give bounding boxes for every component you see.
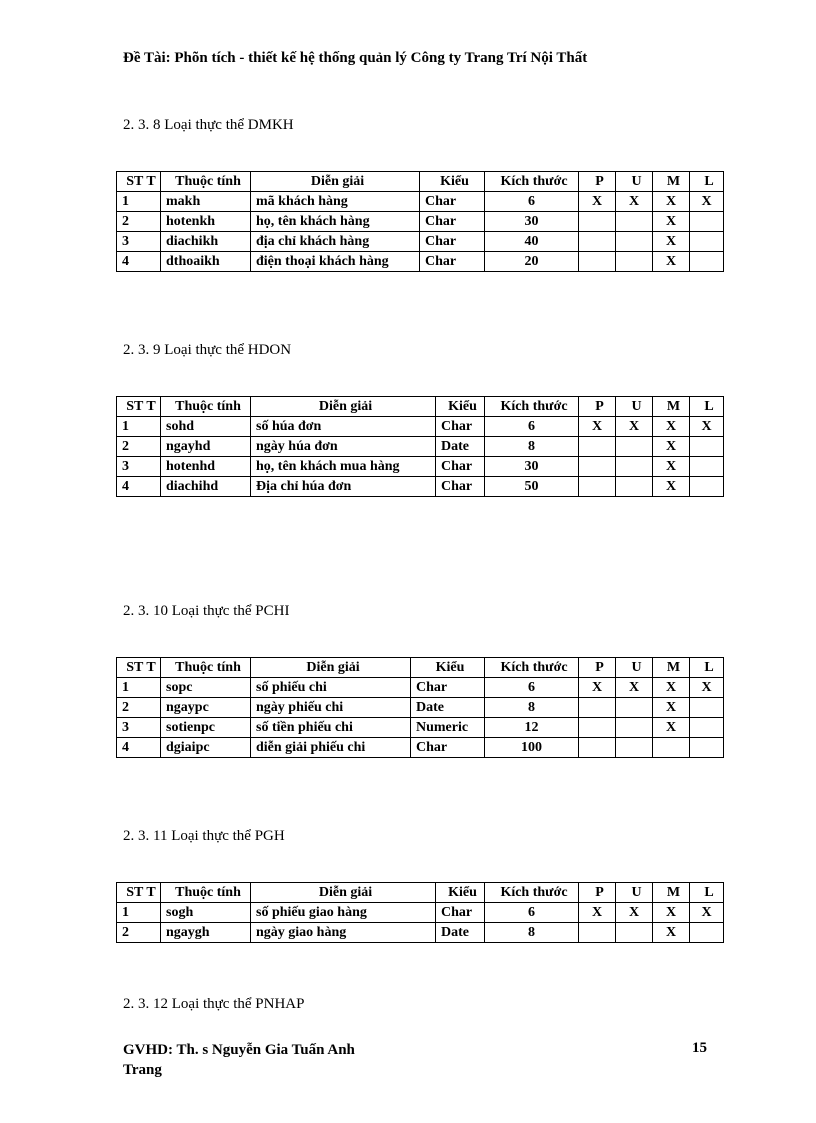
table-cell: 1 bbox=[117, 903, 161, 923]
table-cell: 1 bbox=[117, 192, 161, 212]
column-header: Thuộc tính bbox=[161, 883, 251, 903]
table-cell: makh bbox=[161, 192, 251, 212]
column-header: Diễn giải bbox=[251, 883, 436, 903]
table-cell: ngaypc bbox=[161, 698, 251, 718]
column-header: L bbox=[690, 397, 724, 417]
table-cell: X bbox=[690, 678, 724, 698]
table-cell: X bbox=[616, 192, 653, 212]
table-cell: họ, tên khách hàng bbox=[251, 212, 420, 232]
table-header-row bbox=[117, 172, 724, 192]
table-cell: X bbox=[690, 192, 724, 212]
column-header: M bbox=[653, 883, 690, 903]
column-header: Thuộc tính bbox=[161, 172, 251, 192]
table-row bbox=[117, 698, 724, 718]
table-cell bbox=[616, 718, 653, 738]
table-cell bbox=[616, 212, 653, 232]
table-cell: Char bbox=[436, 477, 485, 497]
table-cell bbox=[579, 212, 616, 232]
table-cell: 3 bbox=[117, 457, 161, 477]
table-cell: 8 bbox=[485, 923, 579, 943]
table-row bbox=[117, 232, 724, 252]
table-cell bbox=[579, 718, 616, 738]
table-cell: X bbox=[653, 718, 690, 738]
column-header: U bbox=[616, 172, 653, 192]
table-cell: X bbox=[616, 678, 653, 698]
page-header-title: Đề Tài: Phõn tích - thiết kế hệ thống quản lý Công ty Trang Trí Nội Thất bbox=[123, 50, 588, 66]
column-header: Diễn giải bbox=[251, 658, 411, 678]
column-header: Diễn giải bbox=[251, 397, 436, 417]
table-cell bbox=[690, 738, 724, 758]
column-header: Kích thước bbox=[485, 397, 579, 417]
table-cell bbox=[616, 698, 653, 718]
table-cell: Date bbox=[436, 437, 485, 457]
table-cell: Char bbox=[436, 457, 485, 477]
column-header: Kích thước bbox=[485, 172, 579, 192]
column-header: ST T bbox=[117, 658, 161, 678]
column-header: P bbox=[579, 883, 616, 903]
table-cell: 50 bbox=[485, 477, 579, 497]
table-cell: sogh bbox=[161, 903, 251, 923]
column-header: Kiểu bbox=[411, 658, 485, 678]
table-cell bbox=[653, 738, 690, 758]
table-header-row bbox=[117, 658, 724, 678]
table-cell: 2 bbox=[117, 437, 161, 457]
table-row bbox=[117, 718, 724, 738]
table-cell: 6 bbox=[485, 417, 579, 437]
section-title: 2. 3. 8 Loại thực thể DMKH bbox=[123, 117, 294, 133]
entity-table bbox=[116, 171, 724, 272]
page-number: 15 bbox=[692, 1040, 707, 1056]
column-header: Kiểu bbox=[436, 397, 485, 417]
table-cell: số phiếu chi bbox=[251, 678, 411, 698]
table-cell: 6 bbox=[485, 678, 579, 698]
table-cell bbox=[616, 437, 653, 457]
column-header: Diễn giải bbox=[251, 172, 420, 192]
column-header: Thuộc tính bbox=[161, 658, 251, 678]
column-header: L bbox=[690, 883, 724, 903]
column-header: U bbox=[616, 658, 653, 678]
table-row bbox=[117, 192, 724, 212]
table-cell: X bbox=[579, 678, 616, 698]
column-header: P bbox=[579, 397, 616, 417]
page-label: Trang bbox=[123, 1062, 162, 1078]
column-header: P bbox=[579, 172, 616, 192]
table-cell: dthoaikh bbox=[161, 252, 251, 272]
table-cell: X bbox=[653, 192, 690, 212]
entity-table bbox=[116, 882, 724, 943]
column-header: U bbox=[616, 397, 653, 417]
table-cell: 2 bbox=[117, 212, 161, 232]
table-cell: họ, tên khách mua hàng bbox=[251, 457, 436, 477]
table-cell bbox=[690, 457, 724, 477]
table-cell: 40 bbox=[485, 232, 579, 252]
table-cell bbox=[690, 718, 724, 738]
table-cell: X bbox=[653, 698, 690, 718]
table-cell bbox=[579, 252, 616, 272]
table-cell: 8 bbox=[485, 698, 579, 718]
section-title: 2. 3. 9 Loại thực thể HDON bbox=[123, 342, 292, 358]
table-cell: X bbox=[653, 212, 690, 232]
table-cell: 12 bbox=[485, 718, 579, 738]
section-title: 2. 3. 11 Loại thực thể PGH bbox=[123, 828, 285, 844]
table-cell: X bbox=[653, 457, 690, 477]
column-header: P bbox=[579, 658, 616, 678]
table-cell: Char bbox=[420, 212, 485, 232]
table-cell: X bbox=[653, 923, 690, 943]
table-row bbox=[117, 437, 724, 457]
table-cell: điện thoại khách hàng bbox=[251, 252, 420, 272]
table-cell: Char bbox=[436, 417, 485, 437]
table-cell: 8 bbox=[485, 437, 579, 457]
table-cell: X bbox=[690, 903, 724, 923]
column-header: Kiểu bbox=[420, 172, 485, 192]
table-cell: ngaygh bbox=[161, 923, 251, 943]
table-row bbox=[117, 477, 724, 497]
table-cell: Date bbox=[411, 698, 485, 718]
table-cell: số tiền phiếu chi bbox=[251, 718, 411, 738]
section-title: 2. 3. 12 Loại thực thể PNHAP bbox=[123, 996, 305, 1012]
table-cell: số phiếu giao hàng bbox=[251, 903, 436, 923]
table-cell bbox=[690, 477, 724, 497]
table-cell: X bbox=[616, 903, 653, 923]
table-cell: X bbox=[653, 477, 690, 497]
table-cell: mã khách hàng bbox=[251, 192, 420, 212]
table-row bbox=[117, 212, 724, 232]
table-cell: X bbox=[653, 232, 690, 252]
table-cell bbox=[579, 738, 616, 758]
table-row bbox=[117, 923, 724, 943]
column-header: Kích thước bbox=[485, 883, 579, 903]
table-cell: 3 bbox=[117, 718, 161, 738]
column-header: M bbox=[653, 658, 690, 678]
table-cell bbox=[579, 457, 616, 477]
table-cell: Địa chỉ húa đơn bbox=[251, 477, 436, 497]
table-cell: dgiaipc bbox=[161, 738, 251, 758]
table-cell bbox=[579, 698, 616, 718]
table-cell: 1 bbox=[117, 417, 161, 437]
table-cell: 30 bbox=[485, 212, 579, 232]
table-cell: X bbox=[653, 437, 690, 457]
column-header: ST T bbox=[117, 883, 161, 903]
table-row bbox=[117, 417, 724, 437]
table-cell: 100 bbox=[485, 738, 579, 758]
table-cell: 2 bbox=[117, 698, 161, 718]
table-header-row bbox=[117, 883, 724, 903]
table-cell: Char bbox=[411, 738, 485, 758]
column-header: L bbox=[690, 172, 724, 192]
table-cell: X bbox=[653, 903, 690, 923]
table-cell: X bbox=[653, 678, 690, 698]
table-cell: X bbox=[653, 417, 690, 437]
column-header: L bbox=[690, 658, 724, 678]
page-footer bbox=[123, 1040, 355, 1080]
table-cell: X bbox=[579, 417, 616, 437]
table-cell bbox=[616, 252, 653, 272]
table-cell: 6 bbox=[485, 903, 579, 923]
table-cell: sotienpc bbox=[161, 718, 251, 738]
table-cell: ngày giao hàng bbox=[251, 923, 436, 943]
column-header: M bbox=[653, 397, 690, 417]
table-cell: 3 bbox=[117, 232, 161, 252]
table-cell: X bbox=[579, 192, 616, 212]
entity-table bbox=[116, 657, 724, 758]
table-cell: Char bbox=[420, 192, 485, 212]
table-cell: 20 bbox=[485, 252, 579, 272]
table-cell bbox=[579, 437, 616, 457]
table-cell: X bbox=[690, 417, 724, 437]
table-cell: ngày phiếu chi bbox=[251, 698, 411, 718]
table-row bbox=[117, 252, 724, 272]
table-cell: Numeric bbox=[411, 718, 485, 738]
table-cell: 30 bbox=[485, 457, 579, 477]
table-cell bbox=[616, 477, 653, 497]
table-cell: Date bbox=[436, 923, 485, 943]
table-cell: hotenkh bbox=[161, 212, 251, 232]
table-cell bbox=[579, 923, 616, 943]
table-cell bbox=[579, 477, 616, 497]
advisor-name: GVHD: Th. s Nguyễn Gia Tuấn Anh bbox=[123, 1042, 355, 1058]
table-cell: sopc bbox=[161, 678, 251, 698]
table-cell: diễn giải phiếu chi bbox=[251, 738, 411, 758]
table-header-row bbox=[117, 397, 724, 417]
table-cell: Char bbox=[420, 252, 485, 272]
table-cell bbox=[690, 232, 724, 252]
table-cell bbox=[690, 212, 724, 232]
table-cell bbox=[616, 457, 653, 477]
table-cell bbox=[579, 232, 616, 252]
table-row bbox=[117, 738, 724, 758]
table-row bbox=[117, 903, 724, 923]
table-cell: Char bbox=[420, 232, 485, 252]
table-cell: 1 bbox=[117, 678, 161, 698]
column-header: ST T bbox=[117, 397, 161, 417]
table-cell: 4 bbox=[117, 252, 161, 272]
table-cell: sohd bbox=[161, 417, 251, 437]
table-row bbox=[117, 678, 724, 698]
table-cell: X bbox=[616, 417, 653, 437]
table-cell bbox=[690, 252, 724, 272]
table-cell bbox=[616, 923, 653, 943]
column-header: Kiểu bbox=[436, 883, 485, 903]
table-cell: 6 bbox=[485, 192, 579, 212]
table-row bbox=[117, 457, 724, 477]
table-cell: hotenhd bbox=[161, 457, 251, 477]
table-cell bbox=[616, 232, 653, 252]
column-header: Kích thước bbox=[485, 658, 579, 678]
table-cell: 4 bbox=[117, 738, 161, 758]
entity-table bbox=[116, 396, 724, 497]
table-cell bbox=[690, 923, 724, 943]
table-cell: X bbox=[653, 252, 690, 272]
column-header: ST T bbox=[117, 172, 161, 192]
table-cell: số húa đơn bbox=[251, 417, 436, 437]
table-cell: Char bbox=[436, 903, 485, 923]
column-header: M bbox=[653, 172, 690, 192]
table-cell bbox=[690, 698, 724, 718]
table-cell bbox=[690, 437, 724, 457]
column-header: Thuộc tính bbox=[161, 397, 251, 417]
table-cell: diachihd bbox=[161, 477, 251, 497]
table-cell: địa chỉ khách hàng bbox=[251, 232, 420, 252]
table-cell: Char bbox=[411, 678, 485, 698]
table-cell: X bbox=[579, 903, 616, 923]
table-cell: ngày húa đơn bbox=[251, 437, 436, 457]
table-cell: 2 bbox=[117, 923, 161, 943]
column-header: U bbox=[616, 883, 653, 903]
table-cell bbox=[616, 738, 653, 758]
table-cell: ngayhd bbox=[161, 437, 251, 457]
table-cell: diachikh bbox=[161, 232, 251, 252]
section-title: 2. 3. 10 Loại thực thể PCHI bbox=[123, 603, 290, 619]
table-cell: 4 bbox=[117, 477, 161, 497]
